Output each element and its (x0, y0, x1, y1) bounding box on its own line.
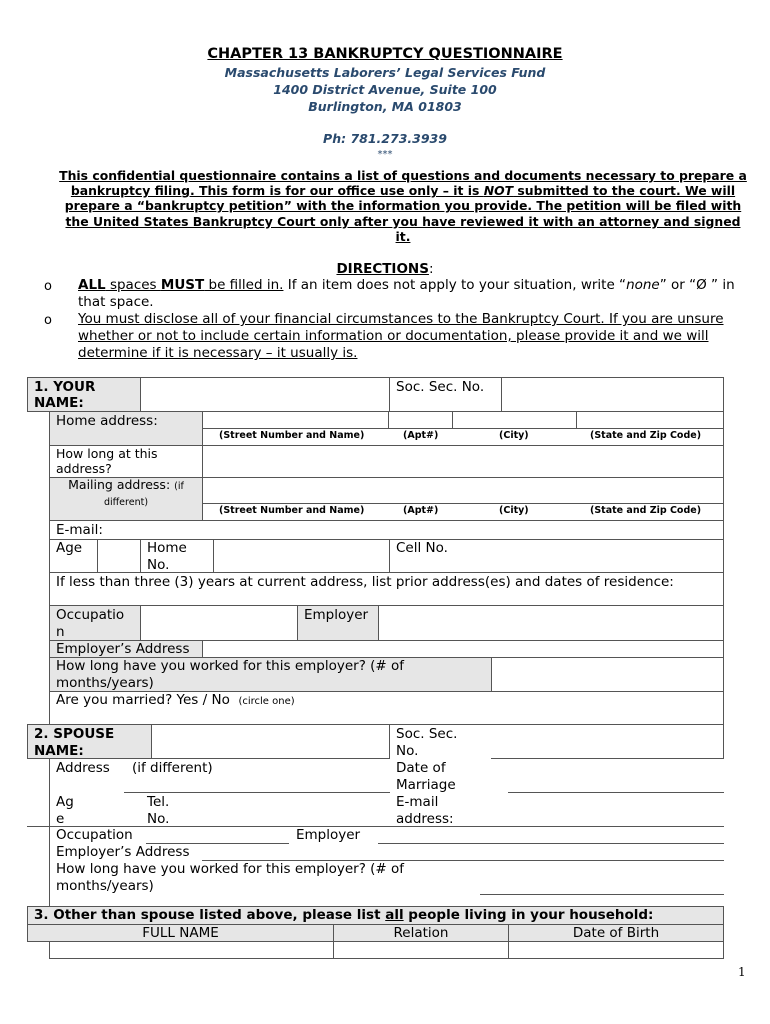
age-field[interactable] (97, 539, 141, 573)
married-label: Are you married? Yes / No (circle one) (56, 692, 295, 708)
spouse-address-if-different: (if different) (132, 760, 213, 776)
caption-apt: (Apt#) (403, 430, 439, 441)
not-emphasis: NOT (483, 183, 514, 199)
caption-state-zip: (State and Zip Code) (590, 430, 702, 441)
direction-item-1: ALL spaces MUST be filled in. If an item does not apply to your situation, write “none” or “Ø ” in that space. (78, 277, 735, 310)
caption-city: (City) (499, 505, 529, 516)
home-street-field[interactable] (202, 411, 389, 429)
separator: *** (377, 149, 393, 160)
household-heading: 3. Other than spouse listed above, please list all people living in your household: (34, 907, 654, 923)
confidential-notice: This confidential questionnaire contains a list of questions and documents necessary to prepare a bankruptcy filing. This form is for our office use only – it is NOT submitted to the court. We will prepare a “bankruptcy petition” with the information you provide. The petition will be filed with the United States Bankruptcy Court only after you have reviewed it with an attorney and signed it. (59, 168, 747, 244)
org-address-line2: Burlington, MA 01803 (308, 99, 462, 114)
home-no-label: Home No. (147, 540, 187, 573)
cell-no-label: Cell No. (396, 540, 448, 556)
caption-city: (City) (499, 430, 529, 441)
directions-heading: DIRECTIONS: (336, 261, 434, 277)
marriage-date-field[interactable] (508, 792, 724, 793)
age-label: Age (56, 540, 83, 556)
col-relation-label: Relation (393, 925, 449, 941)
employer-address-label: Employer’s Address (56, 641, 190, 657)
spouse-worked-field[interactable] (480, 894, 724, 895)
spouse-ssn-label: Soc. Sec. No. (396, 726, 458, 759)
your-name-heading-2: NAME: (34, 395, 84, 411)
col-dob-label: Date of Birth (572, 925, 660, 941)
spouse-name-heading: 2. SPOUSE NAME: (34, 726, 115, 759)
org-phone: Ph: 781.273.3939 (323, 131, 447, 146)
email-label: E-mail: (56, 522, 103, 538)
email-row[interactable] (49, 520, 724, 540)
spouse-ssn-field[interactable] (491, 758, 724, 759)
form-title: CHAPTER 13 BANKRUPTCY QUESTIONNAIRE (207, 46, 563, 62)
direction-item-2: You must disclose all of your financial circumstances to the Bankruptcy Court. If you are unsure whether or not to include certain information or documentation, please provide it and we will determine if it is necessary – it usually is. (78, 311, 724, 361)
org-address-line1: 1400 District Avenue, Suite 100 (273, 82, 497, 97)
mailing-address-label: Mailing address: (if different) (68, 477, 184, 508)
spouse-worked-label: How long have you worked for this employer? (# of months/years) (56, 861, 405, 894)
bullet-marker: o (44, 279, 52, 294)
bullet-marker: o (44, 313, 52, 328)
caption-street: (Street Number and Name) (219, 505, 365, 516)
your-name-field[interactable] (140, 377, 390, 412)
spouse-employer-label: Employer (296, 827, 361, 843)
spouse-name-field[interactable] (151, 724, 390, 759)
spouse-employer-address-label: Employer’s Address (56, 844, 190, 860)
spouse-address-field[interactable] (124, 792, 390, 793)
ssn-field[interactable] (501, 377, 724, 412)
worked-label: How long have you worked for this employer? (# of months/years) (56, 658, 405, 691)
org-name: Massachusetts Laborers’ Legal Services Fund (224, 65, 546, 80)
home-address-label: Home address: (56, 413, 158, 429)
household-name-field[interactable] (49, 941, 334, 959)
your-name-heading: 1. YOUR (34, 379, 96, 395)
marriage-date-label: Date of Marriage (396, 760, 456, 793)
spouse-employer-field[interactable] (378, 843, 724, 844)
employer-label: Employer (304, 607, 369, 623)
occupation-field[interactable] (140, 605, 298, 641)
employer-address-field[interactable] (202, 640, 724, 658)
spouse-tel-label: Tel. No. (147, 794, 170, 827)
home-state-zip-field[interactable] (576, 411, 724, 429)
caption-street: (Street Number and Name) (219, 430, 365, 441)
how-long-field[interactable] (202, 445, 724, 478)
prior-address-label: If less than three (3) years at current address, list prior address(es) and dates of residence: (56, 574, 674, 590)
caption-state-zip: (State and Zip Code) (590, 505, 702, 516)
household-dob-field[interactable] (508, 941, 724, 959)
spouse-occupation-label: Occupation (56, 827, 133, 843)
household-relation-field[interactable] (333, 941, 509, 959)
spouse-address-label: Address (56, 760, 110, 776)
employer-field[interactable] (378, 605, 724, 641)
home-no-field[interactable] (213, 539, 390, 573)
home-apt-field[interactable] (388, 411, 453, 429)
spouse-email-label: E-mail address: (396, 794, 454, 827)
worked-field[interactable] (491, 657, 724, 692)
how-long-label: How long at this address? (56, 446, 158, 476)
ssn-label: Soc. Sec. No. (396, 379, 485, 395)
home-city-field[interactable] (452, 411, 577, 429)
mailing-address-field[interactable] (202, 477, 724, 504)
spouse-age-label: Ag e (56, 794, 74, 827)
occupation-label: Occupatio n (56, 607, 125, 640)
col-full-name-label: FULL NAME (142, 925, 219, 941)
caption-apt: (Apt#) (403, 505, 439, 516)
page-number: 1 (738, 965, 746, 979)
